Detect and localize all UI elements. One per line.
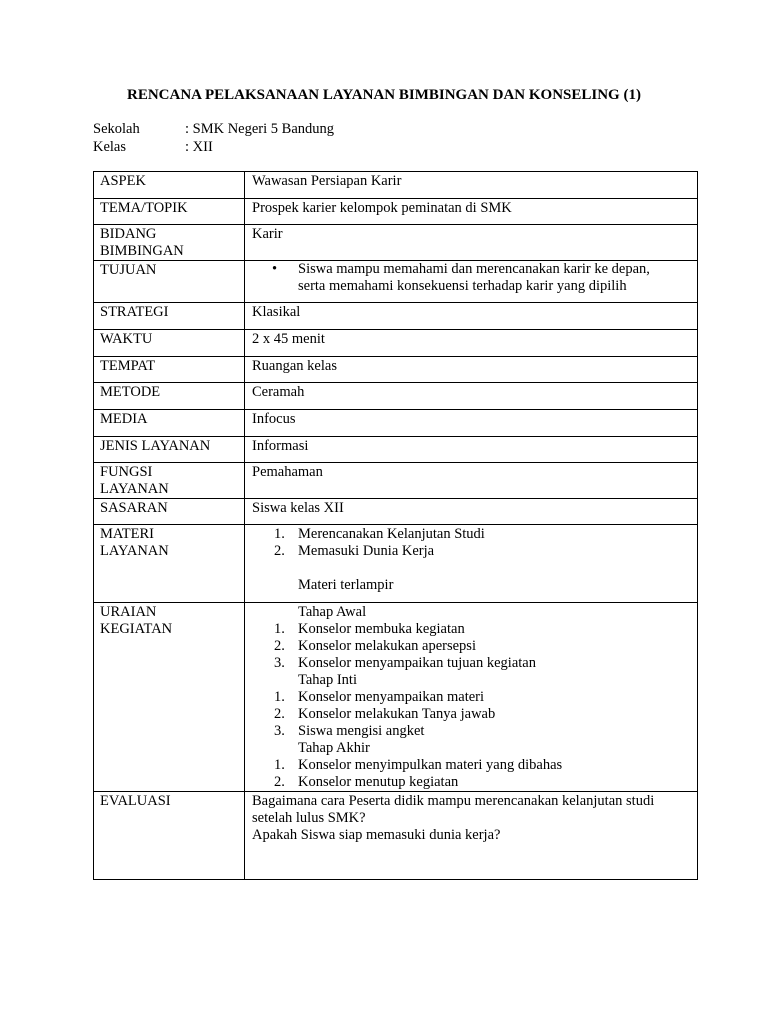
document-title: RENCANA PELAKSANAAN LAYANAN BIMBINGAN DAN KONSELING (1)	[127, 87, 641, 103]
row-sasaran	[94, 499, 698, 525]
sasaran-value: Siswa kelas XII	[245, 499, 698, 525]
row-aspek	[94, 172, 698, 199]
stage-akhir: Tahap Akhir	[298, 740, 370, 756]
media-label: MEDIA	[94, 410, 245, 437]
row-tema	[94, 199, 698, 225]
school-info	[93, 120, 334, 156]
plan-table	[93, 171, 698, 880]
list-item: 2. Konselor melakukan Tanya jawab	[274, 706, 496, 722]
school-value: : SMK Negeri 5 Bandung	[185, 121, 335, 137]
list-item: 2. Konselor melakukan apersepsi	[274, 638, 476, 654]
row-metode	[94, 383, 698, 410]
metode-label: METODE	[94, 383, 245, 410]
tujuan-label: TUJUAN	[94, 261, 245, 303]
stage-awal: Tahap Awal	[298, 604, 367, 620]
materi-value	[245, 525, 698, 603]
fungsi-label: FUNGSI LAYANAN	[94, 463, 245, 499]
tempat-label: TEMPAT	[94, 357, 245, 383]
row-strategi	[94, 303, 698, 330]
aspek-label: ASPEK	[94, 172, 245, 199]
strategi-value: Klasikal	[245, 303, 698, 330]
media-value: Infocus	[245, 410, 698, 437]
tempat-value: Ruangan kelas	[245, 357, 698, 383]
tema-value: Prospek karier kelompok peminatan di SMK	[245, 199, 698, 225]
row-evaluasi	[94, 792, 698, 880]
row-tujuan	[94, 261, 698, 303]
waktu-value: 2 x 45 menit	[245, 330, 698, 357]
materi-note: Materi terlampir	[298, 577, 394, 593]
uraian-label: URAIAN KEGIATAN	[94, 603, 245, 792]
tujuan-list	[252, 261, 691, 295]
row-uraian	[94, 603, 698, 792]
waktu-label: WAKTU	[94, 330, 245, 357]
list-item: 1. Merencanakan Kelanjutan Studi	[274, 526, 485, 542]
metode-value: Ceramah	[245, 383, 698, 410]
list-item: 3. Konselor menyampaikan tujuan kegiatan	[274, 655, 536, 671]
bidang-value: Karir	[245, 225, 698, 261]
aspek-value: Wawasan Persiapan Karir	[245, 172, 698, 199]
sasaran-label: SASARAN	[94, 499, 245, 525]
uraian-value	[245, 603, 698, 792]
class-row	[93, 138, 334, 156]
materi-label: MATERI LAYANAN	[94, 525, 245, 603]
strategi-label: STRATEGI	[94, 303, 245, 330]
row-fungsi	[94, 463, 698, 499]
tema-label: TEMA/TOPIK	[94, 199, 245, 225]
row-waktu	[94, 330, 698, 357]
row-tempat	[94, 357, 698, 383]
row-jenis	[94, 437, 698, 463]
stage-inti: Tahap Inti	[298, 672, 357, 688]
list-item: 2. Memasuki Dunia Kerja	[274, 543, 435, 559]
row-materi	[94, 525, 698, 603]
school-row	[93, 120, 334, 138]
tujuan-value	[245, 261, 698, 303]
tujuan-item: • Siswa mampu memahami dan merencanakan karir ke depan, serta memahami konsekuensi terhadap karir yang dipilih	[252, 261, 691, 295]
row-media	[94, 410, 698, 437]
class-value: : XII	[185, 139, 213, 155]
list-item: 1. Konselor menyimpulkan materi yang dibahas	[274, 757, 563, 773]
evaluasi-label: EVALUASI	[94, 792, 245, 880]
bidang-label: BIDANG BIMBINGAN	[94, 225, 245, 261]
evaluasi-value: Bagaimana cara Peserta didik mampu merencanakan kelanjutan studi setelah lulus SMK? Apakah Siswa siap memasuki dunia kerja?	[245, 792, 698, 880]
school-label: Sekolah	[93, 121, 140, 137]
jenis-value: Informasi	[245, 437, 698, 463]
row-bidang	[94, 225, 698, 261]
list-item: 2. Konselor menutup kegiatan	[274, 774, 459, 790]
fungsi-value: Pemahaman	[245, 463, 698, 499]
list-item: 3. Siswa mengisi angket	[274, 723, 425, 739]
list-item: 1. Konselor membuka kegiatan	[274, 621, 465, 637]
jenis-label: JENIS LAYANAN	[94, 437, 245, 463]
list-item: 1. Konselor menyampaikan materi	[274, 689, 485, 705]
class-label: Kelas	[93, 139, 127, 155]
